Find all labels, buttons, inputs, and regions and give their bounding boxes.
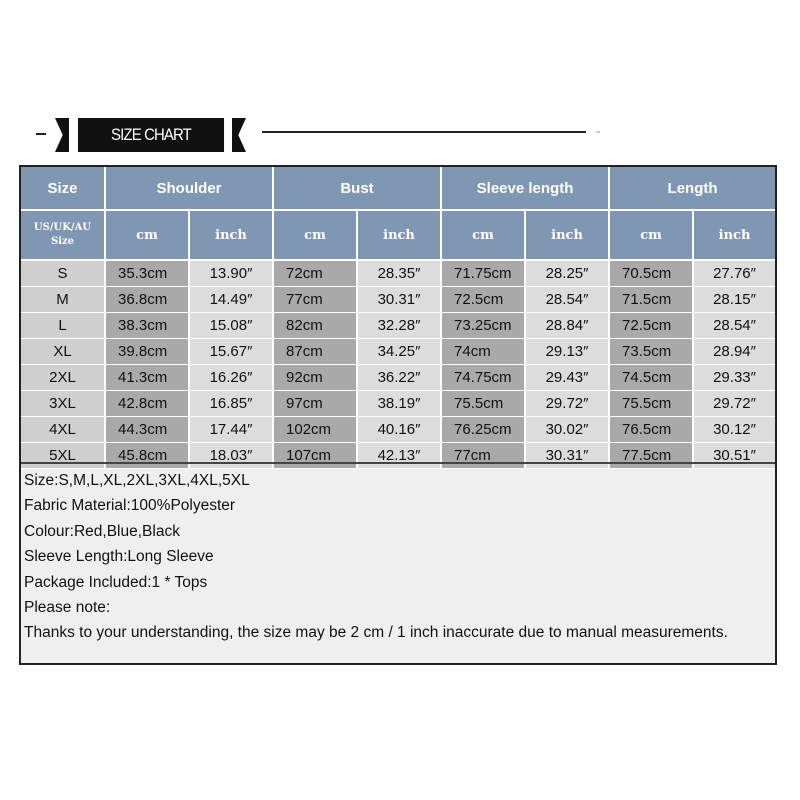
length-cm-cell: 77.5cm: [609, 443, 693, 469]
size-rows: [21, 260, 775, 469]
sleeve-inch-cell: 28.84″: [525, 313, 609, 339]
sleeve-cm-cell: 71.75cm: [441, 260, 525, 287]
shoulder-inch-cell: 14.49″: [189, 287, 273, 313]
sleeve-cm-cell: 76.25cm: [441, 417, 525, 443]
length-cm-cell: 74.5cm: [609, 365, 693, 391]
size-table: [21, 167, 775, 469]
header-size: Size: [21, 167, 105, 210]
bust-cm-cell: 97cm: [273, 391, 357, 417]
shoulder-cm-cell: 39.8cm: [105, 339, 189, 365]
unit-inch: inch: [357, 210, 441, 260]
length-inch-cell: 30.12″: [693, 417, 775, 443]
sleeve-inch-cell: 28.25″: [525, 260, 609, 287]
bust-inch-cell: 36.22″: [357, 365, 441, 391]
header-bust: Bust: [273, 167, 441, 210]
header-size-sub: Size: [50, 236, 75, 247]
table-row: [21, 287, 775, 313]
bust-inch-cell: 42.13″: [357, 443, 441, 469]
size-cell: L: [21, 313, 105, 339]
header-shoulder: Shoulder: [105, 167, 273, 210]
unit-header-row: [21, 210, 775, 260]
shoulder-inch-cell: 15.08″: [189, 313, 273, 339]
length-inch-cell: 27.76″: [693, 260, 775, 287]
header-region: US/UK/AU: [33, 222, 92, 233]
unit-cm: cm: [609, 210, 693, 260]
banner-rule-end: [596, 131, 600, 133]
length-cm-cell: 70.5cm: [609, 260, 693, 287]
unit-inch: inch: [525, 210, 609, 260]
sleeve-inch-cell: 29.72″: [525, 391, 609, 417]
bust-cm-cell: 102cm: [273, 417, 357, 443]
shoulder-inch-cell: 16.85″: [189, 391, 273, 417]
unit-cm: cm: [273, 210, 357, 260]
bust-cm-cell: 107cm: [273, 443, 357, 469]
product-notes: [21, 462, 775, 646]
shoulder-inch-cell: 17.44″: [189, 417, 273, 443]
size-cell: 2XL: [21, 365, 105, 391]
length-inch-cell: 29.72″: [693, 391, 775, 417]
sleeve-inch-cell: 30.31″: [525, 443, 609, 469]
bust-cm-cell: 92cm: [273, 365, 357, 391]
size-cell: 3XL: [21, 391, 105, 417]
bust-cm-cell: 87cm: [273, 339, 357, 365]
table-row: [21, 391, 775, 417]
note-colour: Colour:Red,Blue,Black: [24, 522, 180, 540]
table-row: [21, 417, 775, 443]
shoulder-cm-cell: 42.8cm: [105, 391, 189, 417]
size-cell: M: [21, 287, 105, 313]
size-chart-banner: [0, 116, 800, 156]
size-cell: S: [21, 260, 105, 287]
banner-bracket-right: [232, 118, 246, 152]
unit-inch: inch: [693, 210, 775, 260]
unit-cm: cm: [441, 210, 525, 260]
sleeve-inch-cell: 30.02″: [525, 417, 609, 443]
note-disclaimer: Thanks to your understanding, the size may be 2 cm / 1 inch inaccurate due to manual measurements.: [24, 624, 728, 642]
banner-dash: [36, 133, 46, 135]
header-sleeve-length: Sleeve length: [441, 167, 609, 210]
bust-inch-cell: 38.19″: [357, 391, 441, 417]
shoulder-cm-cell: 36.8cm: [105, 287, 189, 313]
table-row: [21, 365, 775, 391]
shoulder-cm-cell: 44.3cm: [105, 417, 189, 443]
bust-inch-cell: 40.16″: [357, 417, 441, 443]
header-length: Length: [609, 167, 775, 210]
length-cm-cell: 76.5cm: [609, 417, 693, 443]
shoulder-cm-cell: 41.3cm: [105, 365, 189, 391]
sleeve-cm-cell: 73.25cm: [441, 313, 525, 339]
sleeve-inch-cell: 28.54″: [525, 287, 609, 313]
length-cm-cell: 73.5cm: [609, 339, 693, 365]
group-header-row: [21, 167, 775, 210]
length-cm-cell: 71.5cm: [609, 287, 693, 313]
note-fabric: Fabric Material:100%Polyester: [24, 497, 236, 515]
shoulder-inch-cell: 15.67″: [189, 339, 273, 365]
bust-cm-cell: 82cm: [273, 313, 357, 339]
size-chart: [19, 165, 777, 665]
size-cell: 4XL: [21, 417, 105, 443]
length-inch-cell: 28.94″: [693, 339, 775, 365]
bust-cm-cell: 77cm: [273, 287, 357, 313]
shoulder-cm-cell: 35.3cm: [105, 260, 189, 287]
note-please: Please note:: [24, 599, 111, 617]
sleeve-inch-cell: 29.13″: [525, 339, 609, 365]
size-cell: XL: [21, 339, 105, 365]
banner-bracket-left: [55, 118, 69, 152]
table-row: [21, 339, 775, 365]
sleeve-cm-cell: 74cm: [441, 339, 525, 365]
sleeve-cm-cell: 74.75cm: [441, 365, 525, 391]
table-row: [21, 260, 775, 287]
note-package: Package Included:1 * Tops: [24, 573, 208, 591]
bust-inch-cell: 34.25″: [357, 339, 441, 365]
banner-rule: [262, 131, 586, 133]
shoulder-cm-cell: 45.8cm: [105, 443, 189, 469]
sleeve-cm-cell: 75.5cm: [441, 391, 525, 417]
length-cm-cell: 75.5cm: [609, 391, 693, 417]
bust-inch-cell: 30.31″: [357, 287, 441, 313]
unit-cm: cm: [105, 210, 189, 260]
length-cm-cell: 72.5cm: [609, 313, 693, 339]
shoulder-inch-cell: 18.03″: [189, 443, 273, 469]
unit-inch: inch: [189, 210, 273, 260]
sleeve-cm-cell: 72.5cm: [441, 287, 525, 313]
note-sleeve: Sleeve Length:Long Sleeve: [24, 548, 214, 566]
bust-cm-cell: 72cm: [273, 260, 357, 287]
sleeve-cm-cell: 77cm: [441, 443, 525, 469]
bust-inch-cell: 28.35″: [357, 260, 441, 287]
table-row: [21, 313, 775, 339]
shoulder-inch-cell: 16.26″: [189, 365, 273, 391]
header-region-size: [21, 210, 105, 260]
sleeve-inch-cell: 29.43″: [525, 365, 609, 391]
shoulder-cm-cell: 38.3cm: [105, 313, 189, 339]
note-sizes: Size:S,M,L,XL,2XL,3XL,4XL,5XL: [24, 472, 250, 489]
length-inch-cell: 29.33″: [693, 365, 775, 391]
bust-inch-cell: 32.28″: [357, 313, 441, 339]
size-cell: 5XL: [21, 443, 105, 469]
length-inch-cell: 28.15″: [693, 287, 775, 313]
banner-title: SIZE CHART: [78, 118, 224, 152]
length-inch-cell: 28.54″: [693, 313, 775, 339]
length-inch-cell: 30.51″: [693, 443, 775, 469]
shoulder-inch-cell: 13.90″: [189, 260, 273, 287]
